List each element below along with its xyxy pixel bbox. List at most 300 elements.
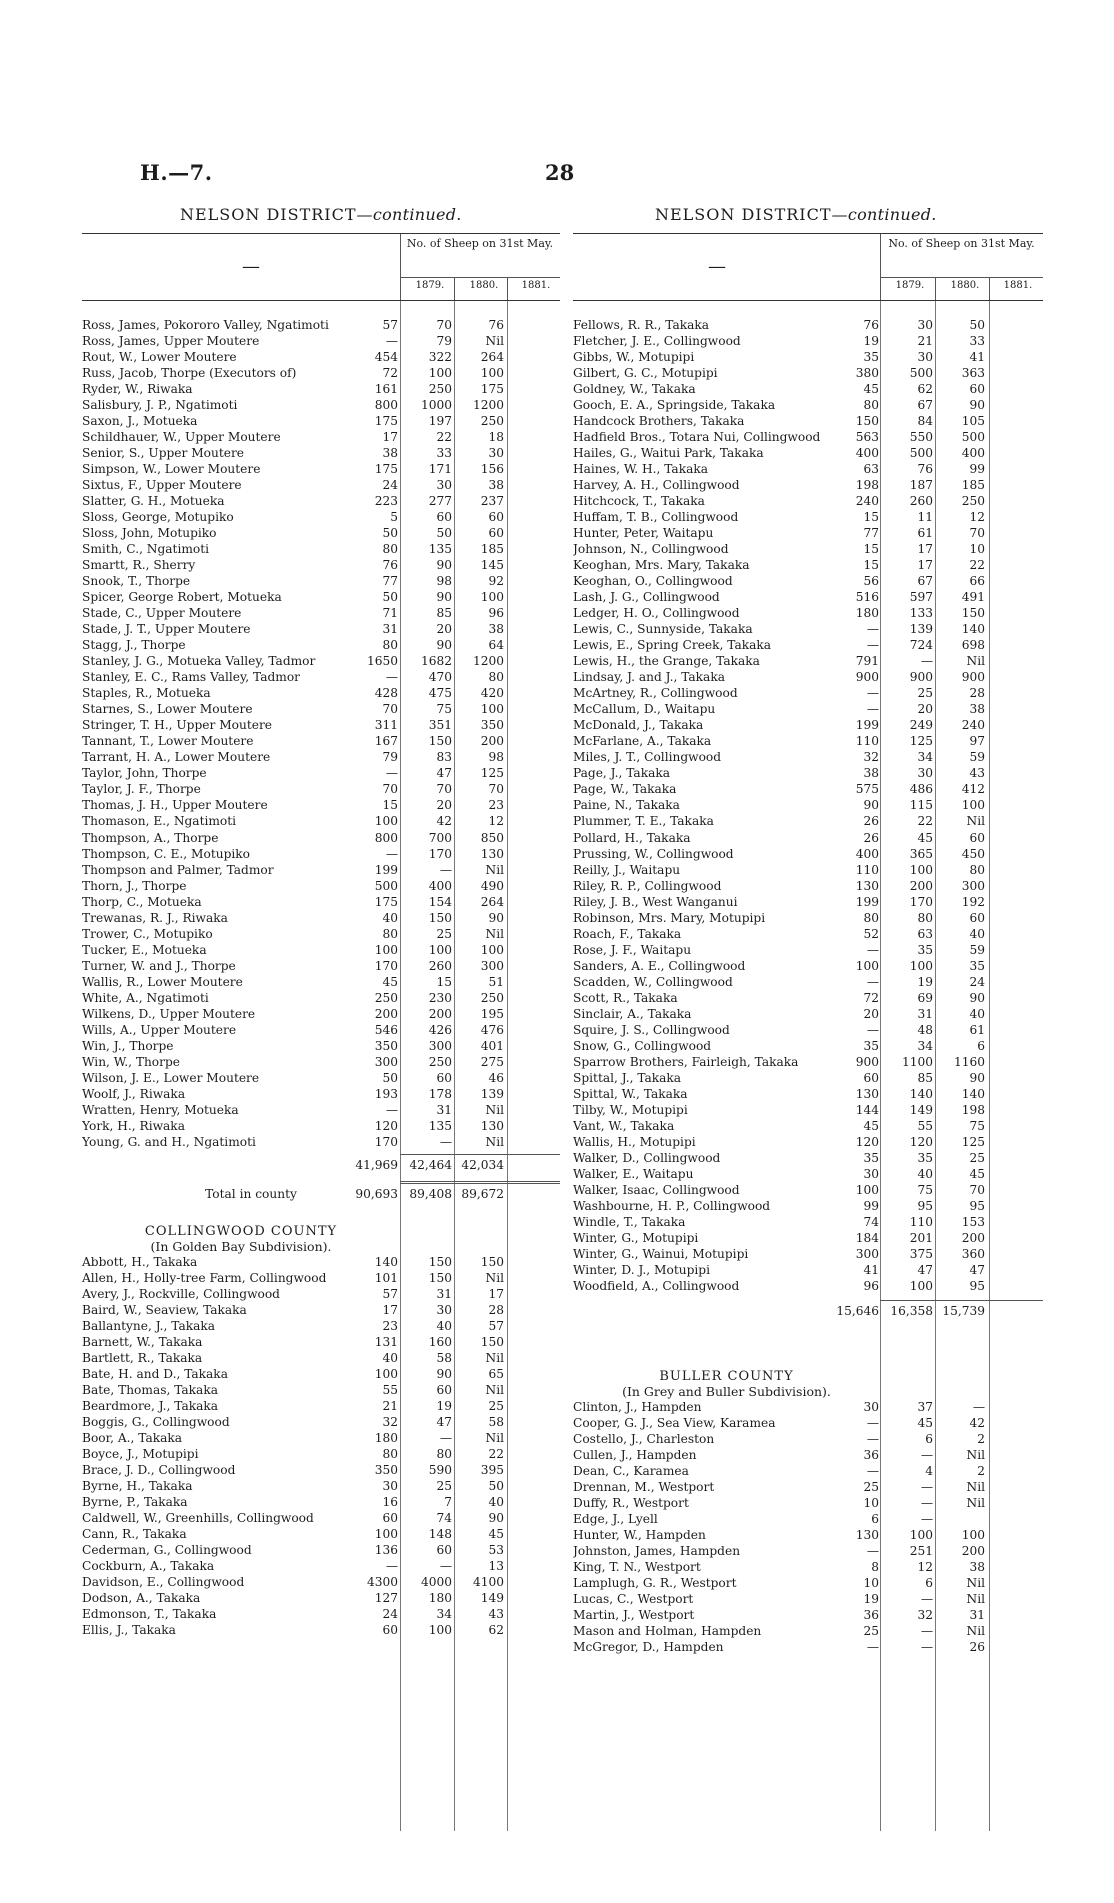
table-row — [573, 1623, 1043, 1639]
value-1881: 59 — [969, 942, 985, 957]
row-name: Hailes, G., Waitui Park, Takaka — [573, 446, 764, 461]
table-row — [573, 1511, 1043, 1527]
value-1879: 516 — [855, 590, 879, 605]
table-row — [82, 381, 560, 397]
value-1879: 80 — [382, 542, 398, 557]
table-row — [573, 781, 1043, 797]
value-1881: Nil — [966, 1448, 985, 1462]
value-1879: 36 — [863, 1448, 879, 1462]
value-1879: 100 — [374, 1366, 398, 1381]
value-1879: — — [866, 1415, 879, 1430]
value-1880: 45 — [917, 830, 933, 845]
value-1879: 900 — [855, 1054, 879, 1069]
right-name-header: — — [708, 256, 726, 277]
value-1880: 30 — [436, 478, 452, 493]
value-1880: 19 — [436, 1398, 452, 1413]
value-1881: 95 — [969, 1278, 985, 1293]
value-1881: 25 — [969, 1150, 985, 1165]
value-1881: 200 — [480, 734, 504, 749]
table-row — [573, 429, 1043, 445]
row-name: Costello, J., Charleston — [573, 1431, 715, 1446]
value-1881: 200 — [961, 1230, 985, 1245]
value-1879: 80 — [382, 1447, 398, 1461]
value-1881: Nil — [485, 1270, 504, 1285]
row-name: Squire, J. S., Collingwood — [573, 1022, 730, 1037]
value-1880: 100 — [428, 1623, 452, 1638]
value-1880: 178 — [428, 1086, 452, 1101]
value-1881: 30 — [488, 446, 504, 461]
row-name: Fellows, R. R., Takaka — [573, 318, 710, 332]
value-1880: 69 — [917, 990, 933, 1005]
value-1880: 170 — [909, 894, 933, 909]
right-title-suffix: —continued. — [831, 205, 937, 224]
value-1880: 110 — [909, 1214, 933, 1229]
row-name: McFarlane, A., Takaka — [573, 734, 712, 749]
value-1879: 15 — [863, 510, 879, 525]
table-row — [82, 1366, 560, 1382]
value-1880: 590 — [428, 1463, 452, 1478]
value-1880: 4000 — [420, 1575, 452, 1590]
table-row — [573, 589, 1043, 605]
table-row — [82, 557, 560, 573]
row-name: Starnes, S., Lower Moutere — [82, 702, 253, 717]
value-1880: 475 — [428, 686, 452, 701]
value-1879: 38 — [382, 446, 398, 461]
value-1879: 180 — [855, 606, 879, 621]
value-1880: 148 — [428, 1527, 452, 1542]
value-1879: 25 — [863, 1480, 879, 1495]
value-1881: Nil — [966, 1624, 985, 1639]
value-1879: 223 — [374, 494, 398, 509]
table-row — [82, 1590, 560, 1606]
value-1880: 149 — [909, 1102, 933, 1117]
value-1879: 74 — [863, 1214, 879, 1229]
value-1879: 161 — [374, 382, 398, 397]
row-name: Rout, W., Lower Moutere — [82, 350, 237, 365]
value-1879: 32 — [382, 1414, 398, 1429]
value-1879: 199 — [374, 862, 398, 877]
value-1881: 175 — [480, 382, 504, 397]
table-row — [573, 1134, 1043, 1150]
value-1881: 43 — [488, 1607, 504, 1622]
value-1881: 38 — [969, 702, 985, 717]
value-1879: 77 — [382, 574, 398, 589]
row-name: Snow, G., Collingwood — [573, 1038, 712, 1053]
value-1881: 850 — [480, 830, 504, 845]
value-1879: 70 — [382, 782, 398, 797]
value-1880: 63 — [917, 926, 933, 941]
value-1879: 454 — [374, 350, 398, 365]
value-1879: 380 — [855, 366, 879, 381]
buller-county-title: BULLER COUNTY — [659, 1368, 794, 1384]
value-1881: 100 — [961, 1528, 985, 1543]
value-1879: 800 — [374, 830, 398, 845]
value-1881: 300 — [480, 958, 504, 973]
left-title-suffix: —continued. — [356, 205, 462, 224]
table-row — [573, 669, 1043, 685]
table-row — [82, 749, 560, 765]
column-rule — [454, 278, 455, 300]
table-row — [82, 990, 560, 1006]
value-1880: 500 — [909, 446, 933, 461]
table-row — [573, 605, 1043, 621]
table-row — [82, 525, 560, 541]
value-1880: 250 — [428, 1054, 452, 1069]
value-1880: 50 — [436, 526, 452, 541]
row-name: Walker, Isaac, Collingwood — [573, 1182, 740, 1197]
value-1879: 100 — [374, 814, 398, 829]
value-1880: 48 — [917, 1022, 933, 1037]
row-name: Wallis, R., Lower Moutere — [82, 974, 243, 989]
value-1881: Nil — [485, 1430, 504, 1445]
total-row — [205, 1181, 560, 1204]
row-name: Woolf, J., Riwaka — [82, 1086, 186, 1101]
table-row — [82, 733, 560, 749]
table-row — [573, 1543, 1043, 1559]
value-1881: 38 — [488, 478, 504, 493]
value-1880: 550 — [909, 430, 933, 445]
value-1881: 40 — [969, 926, 985, 941]
table-row — [573, 445, 1043, 461]
table-row — [82, 445, 560, 461]
value-1881: 24 — [969, 974, 985, 989]
row-name: Cann, R., Takaka — [82, 1527, 187, 1542]
value-1880: 150 — [428, 1270, 452, 1285]
table-row — [573, 1607, 1043, 1623]
value-1880: 11 — [917, 510, 933, 525]
row-name: Stanley, J. G., Motueka Valley, Tadmor — [82, 654, 316, 669]
row-name: Sanders, A. E., Collingwood — [573, 958, 746, 973]
value-1881: 185 — [961, 478, 985, 493]
table-row — [573, 894, 1043, 910]
value-1881: 50 — [969, 318, 985, 332]
table-row — [573, 365, 1043, 381]
row-name: Stagg, J., Thorpe — [82, 638, 186, 653]
value-1881: 59 — [969, 750, 985, 765]
row-name: Johnson, N., Collingwood — [573, 542, 729, 557]
value-1881: 76 — [488, 318, 504, 332]
value-1879: 57 — [382, 1286, 398, 1301]
table-row — [82, 942, 560, 958]
value-1881: 150 — [961, 606, 985, 621]
row-name: Ross, James, Pokororo Valley, Ngatimoti — [82, 318, 329, 332]
value-1881: 60 — [969, 910, 985, 925]
value-1880: 40 — [917, 1166, 933, 1181]
row-name: Wallis, H., Motupipi — [573, 1134, 696, 1149]
value-1881: 2 — [977, 1464, 985, 1479]
value-1879: 20 — [863, 1006, 879, 1021]
row-name: Win, J., Thorpe — [82, 1038, 174, 1053]
value-1879: 96 — [863, 1278, 879, 1293]
column-rule — [935, 278, 936, 300]
value-1880: 34 — [917, 750, 933, 765]
row-name: Gibbs, W., Motupipi — [573, 350, 695, 365]
value-1881: Nil — [485, 334, 504, 349]
row-name: Edmonson, T., Takaka — [82, 1607, 217, 1622]
table-row — [573, 621, 1043, 637]
value-1880: 115 — [909, 798, 933, 813]
row-name: Tannant, T., Lower Moutere — [82, 734, 254, 749]
row-name: Baird, W., Seaview, Takaka — [82, 1302, 247, 1317]
table-row — [573, 1166, 1043, 1182]
value-1879: — — [385, 670, 398, 685]
left-table — [82, 233, 560, 1638]
row-name: Page, J., Takaka — [573, 766, 670, 781]
table-row — [573, 1038, 1043, 1054]
value-1881: 38 — [969, 1560, 985, 1575]
value-1880: 25 — [436, 1479, 452, 1494]
value-1881: 275 — [480, 1054, 504, 1069]
value-1880: 251 — [909, 1544, 933, 1559]
table-row — [573, 685, 1043, 701]
value-1879: 72 — [382, 366, 398, 381]
value-1879: — — [866, 1544, 879, 1559]
table-row — [82, 717, 560, 733]
value-1880: 17 — [917, 558, 933, 573]
row-name: Lewis, E., Spring Creek, Takaka — [573, 638, 772, 653]
value-1879: 80 — [863, 910, 879, 925]
value-1881: 139 — [480, 1086, 504, 1101]
table-row — [573, 862, 1043, 878]
row-name: Spittal, W., Takaka — [573, 1086, 688, 1101]
row-name: York, H., Riwaka — [82, 1118, 185, 1133]
value-1880: 31 — [917, 1006, 933, 1021]
row-name: Ross, James, Upper Moutere — [82, 334, 260, 349]
table-row — [573, 1431, 1043, 1447]
value-1879: 72 — [863, 990, 879, 1005]
value-1880: — — [920, 1496, 933, 1511]
subtotal-row — [355, 1154, 560, 1175]
value-1880: 34 — [436, 1607, 452, 1622]
value-1881: 237 — [480, 494, 504, 509]
value-1879: 80 — [863, 398, 879, 413]
value-1879: 30 — [863, 1166, 879, 1181]
value-1880: 90 — [436, 590, 452, 605]
value-1880: 90 — [436, 558, 452, 573]
table-row — [82, 878, 560, 894]
value-1879: 79 — [382, 750, 398, 765]
row-name: Robinson, Mrs. Mary, Motupipi — [573, 910, 766, 925]
value-1881: 100 — [480, 702, 504, 717]
row-name: Spicer, George Robert, Motueka — [82, 590, 282, 605]
row-name: Lucas, C., Westport — [573, 1592, 694, 1607]
row-name: Win, W., Thorpe — [82, 1054, 180, 1069]
value-1881: 185 — [480, 542, 504, 557]
value-1880: 67 — [917, 574, 933, 589]
value-1880: 30 — [917, 350, 933, 365]
value-1879: 25 — [863, 1624, 879, 1639]
value-1880: 6 — [925, 1576, 933, 1591]
value-1881: 31 — [969, 1608, 985, 1623]
value-1879: 19 — [863, 334, 879, 349]
subtotal-row — [836, 1300, 1043, 1321]
value-1880: 100 — [909, 1528, 933, 1543]
value-1880: 150 — [428, 1254, 452, 1269]
table-row — [82, 1542, 560, 1558]
value-1879: 99 — [863, 1198, 879, 1213]
value-1879: 170 — [374, 1134, 398, 1149]
table-row — [82, 1006, 560, 1022]
right-group-header: No. of Sheep on 31st May. — [880, 237, 1043, 278]
row-name: Plummer, T. E., Takaka — [573, 814, 714, 829]
row-name: Ellis, J., Takaka — [82, 1623, 176, 1638]
table-row — [573, 397, 1043, 413]
row-name: Thorn, J., Thorpe — [82, 878, 187, 893]
value-1879: 76 — [382, 558, 398, 573]
value-1881: 64 — [488, 638, 504, 653]
value-1879: 130 — [855, 1086, 879, 1101]
table-row — [573, 733, 1043, 749]
table-row — [573, 317, 1043, 333]
value-1880: 47 — [917, 1262, 933, 1277]
value-1880: 1682 — [420, 654, 452, 669]
value-1881: 42 — [969, 1415, 985, 1430]
row-name: Riley, J. B., West Wanganui — [573, 894, 738, 909]
row-name: Sloss, George, Motupiko — [82, 510, 234, 525]
value-1880: 30 — [917, 318, 933, 332]
table-row — [573, 765, 1043, 781]
value-1880: 80 — [436, 1447, 452, 1461]
row-name: Staples, R., Motueka — [82, 686, 211, 701]
table-row — [573, 1198, 1043, 1214]
value-1881: 60 — [488, 510, 504, 525]
table-row — [573, 1054, 1043, 1070]
value-1881: 35 — [969, 958, 985, 973]
value-1880: 120 — [909, 1134, 933, 1149]
value-1880: 100 — [909, 862, 933, 877]
value-1880: 60 — [436, 1543, 452, 1558]
table-row — [573, 1559, 1043, 1575]
table-row — [573, 717, 1043, 733]
value-1879: 70 — [382, 702, 398, 717]
value-1881: 198 — [961, 1102, 985, 1117]
row-name: Lash, J. G., Collingwood — [573, 590, 720, 605]
value-1881: 363 — [961, 366, 985, 381]
value-1881: 150 — [480, 1334, 504, 1349]
value-1879: 140 — [374, 1254, 398, 1269]
value-1880: 22 — [436, 430, 452, 445]
value-1879: — — [866, 1464, 879, 1479]
value-1881: 58 — [488, 1414, 504, 1429]
row-name: Windle, T., Takaka — [573, 1214, 686, 1229]
value-1879: 15 — [382, 798, 398, 813]
table-row — [573, 509, 1043, 525]
row-name: Smith, C., Ngatimoti — [82, 542, 210, 557]
table-row — [573, 333, 1043, 349]
value-1879: 35 — [863, 350, 879, 365]
value-1879: 60 — [382, 1623, 398, 1638]
row-name: Thompson, C. E., Motupiko — [82, 846, 251, 861]
value-1880: — — [439, 1559, 452, 1574]
row-name: Caldwell, W., Greenhills, Collingwood — [82, 1511, 314, 1526]
value-1879: 56 — [863, 574, 879, 589]
value-1881: Nil — [966, 1576, 985, 1591]
value-1881: 38 — [488, 622, 504, 637]
table-row — [573, 846, 1043, 862]
value-1879: 19 — [863, 1592, 879, 1607]
value-1881: 62 — [488, 1623, 504, 1638]
row-name: Ballantyne, J., Takaka — [82, 1318, 216, 1333]
row-name: Edge, J., Lyell — [573, 1512, 658, 1527]
table-row — [573, 990, 1043, 1006]
row-name: Barnett, W., Takaka — [82, 1334, 203, 1349]
table-row — [82, 1526, 560, 1542]
table-row — [82, 910, 560, 926]
value-1881: 450 — [961, 846, 985, 861]
row-name: Davidson, E., Collingwood — [82, 1575, 245, 1590]
row-name: Huffam, T. B., Collingwood — [573, 510, 739, 525]
value-1881: 80 — [488, 670, 504, 685]
value-1879: 23 — [382, 1318, 398, 1333]
total-1879: 15,646 — [836, 1303, 879, 1318]
value-1880: 20 — [436, 622, 452, 637]
value-1879: 77 — [863, 526, 879, 541]
table-row — [573, 1182, 1043, 1198]
table-row — [82, 846, 560, 862]
value-1881: 41 — [969, 350, 985, 365]
value-1879: 428 — [374, 686, 398, 701]
row-name: Haines, W. H., Takaka — [573, 462, 708, 477]
row-name: Winter, G., Wainui, Motupipi — [573, 1246, 749, 1261]
value-1881: 476 — [480, 1022, 504, 1037]
value-1879: 41 — [863, 1262, 879, 1277]
table-row — [82, 1558, 560, 1574]
table-row — [82, 1070, 560, 1086]
value-1880: 70 — [436, 782, 452, 797]
year-header: 1879. — [895, 280, 925, 291]
table-row — [82, 797, 560, 813]
value-1880: 260 — [428, 958, 452, 973]
value-1881: 100 — [480, 942, 504, 957]
right-table — [573, 233, 1043, 1655]
value-1879: 199 — [855, 718, 879, 733]
table-row — [82, 685, 560, 701]
value-1879: 40 — [382, 1350, 398, 1365]
row-name: Sparrow Brothers, Fairleigh, Takaka — [573, 1054, 799, 1069]
value-1879: — — [866, 702, 879, 717]
value-1879: 546 — [374, 1022, 398, 1037]
value-1881: 250 — [961, 494, 985, 509]
value-1879: 175 — [374, 894, 398, 909]
value-1879: 167 — [374, 734, 398, 749]
value-1881: 22 — [969, 558, 985, 573]
row-name: Sloss, John, Motupiko — [82, 526, 217, 541]
table-row — [82, 1398, 560, 1414]
value-1881: 97 — [969, 734, 985, 749]
value-1879: 1650 — [366, 654, 398, 669]
row-name: Trower, C., Motupiko — [82, 926, 213, 941]
value-1880: 35 — [917, 942, 933, 957]
value-1880: 20 — [917, 702, 933, 717]
value-1879: 170 — [374, 958, 398, 973]
value-1881: 4100 — [472, 1575, 504, 1590]
value-1879: — — [385, 846, 398, 861]
value-1879: 17 — [382, 1302, 398, 1317]
table-row — [82, 461, 560, 477]
value-1881: 80 — [969, 862, 985, 877]
table-row — [82, 862, 560, 878]
value-1880: 34 — [917, 1038, 933, 1053]
value-1879: 193 — [374, 1086, 398, 1101]
value-1880: 900 — [909, 670, 933, 685]
row-name: Winter, D. J., Motupipi — [573, 1262, 711, 1277]
value-1879: 26 — [863, 830, 879, 845]
value-1881: Nil — [485, 1382, 504, 1397]
value-1880: — — [920, 1640, 933, 1655]
row-name: Thorp, C., Motueka — [82, 894, 202, 909]
value-1880: 365 — [909, 846, 933, 861]
value-1879: 80 — [382, 638, 398, 653]
